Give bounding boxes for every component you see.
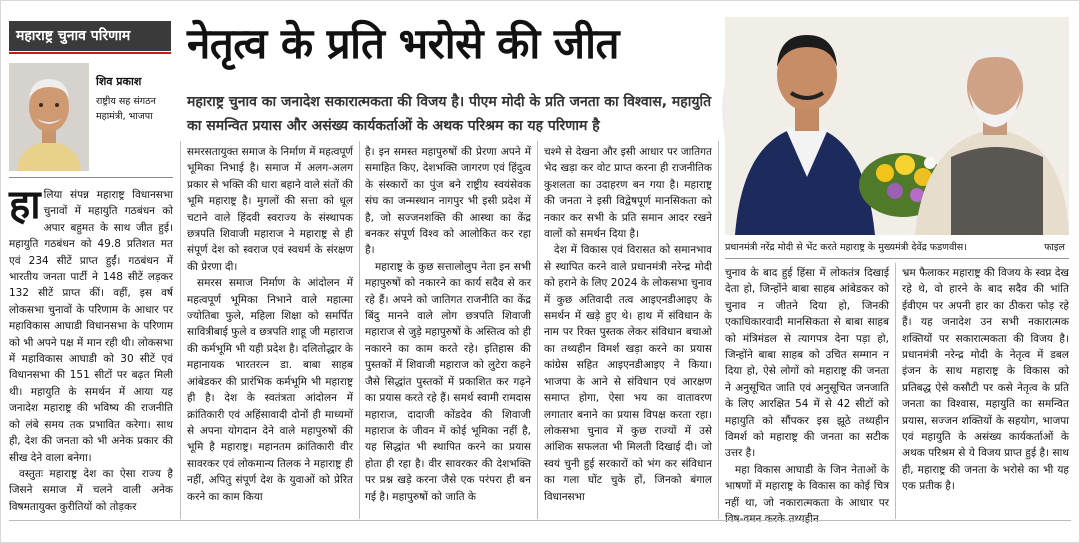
author-role: राष्ट्रीय सह संगठन महामंत्री, भाजपा <box>96 96 156 122</box>
article-column-4 <box>544 144 712 518</box>
author-photo <box>9 63 89 171</box>
paragraph: है। इन समस्त महापुरुषों की प्रेरणा अपने में समाहित किए, देशभक्ति जागरण एवं हिंदुत्व के संस्कारों का पुंज बने राष्ट्रीय स्वयंसेवक संघ का जन्मस्थान नागपुर भी इसी प्रदेश में है, जो सज्जनशक्ति की आस्था का केंद्र बनकर संपूर्ण विश्व को आलोकित कर रहा है। <box>365 146 531 257</box>
headline: नेतृत्व के प्रति भरोसे की जीत <box>187 19 619 68</box>
paragraph: वस्तुतः महाराष्ट्र देश का ऐसा राज्य है जिसने समाज में चलने वाली अनेक विषमतायुक्त कुरीतियों को तोड़कर <box>9 467 173 513</box>
paragraph: महाराष्ट्र के कुछ सत्तालोलुप नेता इन सभी महापुरुषों को नकारने का कार्य सदैव से कर रहे हैं। अपने को जातिगत राजनीति का केंद्र बिंदु मानने वाले लोग छत्रपति शिवाजी महाराज से जुड़े महापुरुषों के अस्तित्व को ही नकारने का काम करते रहे। इतिहास की पुस्तकों में शिवाजी महाराज को लुटेरा कहने जैसे सिद्धांत पुस्तकों में प्रकाशित कर गढ़ने का प्रयास करते रहे हैं। समर्थ स्वामी रामदास महाराज, दादाजी कोंडदेव की शिवाजी महाराज के जीवन में कोई भूमिका नहीं है, यह सिद्धांत भी स्थापित करने का प्रयास होता ही रहा है। वीर सावरकर की देशभक्ति पर प्रश्न खड़े करना जैसे एक परंपरा ही बन गई है। महापुरुषों को जाति के <box>365 260 531 503</box>
column-rule <box>359 141 360 519</box>
paragraph: भ्रम फैलाकर महाराष्ट्र की विजय के स्वप्न देख रहे थे, वो हारने के बाद सदैव की भांति ईवीएम पर अपनी हार का ठीकरा फोड़ रहे हैं। यह जनादेश उन सभी नकारात्मक शक्तियों पर सकारात्मकता की विजय है। प्रधानमंत्री नरेन्द्र मोदी के नेतृत्व में डबल इंजन के साथ महाराष्ट्र के विकास को प्रतिबद्ध ऐसे कसौटी पर कसे नेतृत्व के प्रति जनता का विश्वास, महायुति का समन्वित प्रयास, सज्जन शक्तियों के सहयोग, भाजपा एवं महायुति के असंख्य कार्यकर्ताओं के अथक परिश्रम से ये विजय प्राप्त हुई है। साथ ही, महाराष्ट्र की जनता के भरोसे का भी यह एक प्रतीक है। <box>902 267 1069 493</box>
divider <box>725 258 1069 259</box>
column-rule <box>895 263 896 519</box>
article-column-3 <box>365 144 531 518</box>
paragraph: समरस समाज निर्माण के आंदोलन में महत्वपूर्ण भूमिका निभाने वाले महात्मा ज्योतिबा फुले, महिला शिक्षा को समर्पित सावित्रीबाई फुले व छत्रपति शाहू जी महाराज की कर्मभूमि भी यही प्रदेश है। दलितोद्धार के महानायक भारतरत्न डा. बाबा साहब आंबेडकर की प्रारंभिक कर्मभूमि भी महाराष्ट्र ही है। देश के स्वतंत्रता आंदोलन में क्रांतिकारी एवं अहिंसावादी दोनों ही माध्यमों से अपना योगदान देने वाले महापुरुषों की भूमि है महाराष्ट्र। महानतम क्रांतिकारी वीर सावरकर एवं लोकमान्य तिलक ने महाराष्ट्र ही नहीं, अपितु संपूर्ण देश के युवाओं को प्रेरित करने का काम किया <box>187 277 353 503</box>
paragraph: समरसतायुक्त समाज के निर्माण में महत्वपूर्ण भूमिका निभाई है। समाज में अलग-अलग प्रकार से भक्ति की धारा बहाने वाले संतों की भूमि महाराष्ट्र है। मुगलों की सत्ता को धूल चटाने वाले हिंदवी स्वराज्य के संस्थापक छत्रपति शिवाजी महाराज ने महाराष्ट्र से ही संपूर्ण देश को स्वराज एवं स्वधर्म के संरक्षण की प्रेरणा दी। <box>187 146 353 273</box>
paragraph: महा विकास आघाडी के जिन नेताओं के भाषणों में महाराष्ट्र के विकास का कोई चित्र नहीं था, जो नकारात्मकता के आधार पर <box>725 463 889 509</box>
author-name: शिव प्रकाश <box>96 75 142 88</box>
article-column-2 <box>187 144 353 518</box>
news-photo <box>725 17 1069 235</box>
drop-cap: हा <box>9 182 41 228</box>
section-tag: महाराष्ट्र चुनाव परिणाम <box>9 21 171 51</box>
divider <box>9 520 1071 521</box>
article-column-1 <box>9 182 173 517</box>
paragraph: देश में विकास एवं विरासत को समानभाव से स्थापित करने वाले प्रधानमंत्री नरेन्द्र मोदी को हराने के लिए 2024 के लोकसभा चुनाव में कुछ अतिवादी तत्व आइएनडीआइए के समर्थन में खड़े हुए थे। हाथ में संविधान के नाम पर रिक्त पुस्तक लेकर संविधान बचाओ का तथ्यहीन विमर्श खड़ा करने का प्रयास कांग्रेस सहित आइएनडीआइए ने किया। भाजपा के आने से संविधान एवं आरक्षण समाप्त होगा, ऐसा भय का वातावरण लगातार बनाने का प्रयास विपक्ष करता रहा। लोकसभा चुनाव में कुछ राज्यों में उसे आंशिक सफलता भी मिलती दिखाई दी। जो स्वयं चुनी हुई सरकारों को भंग कर संविधान का गला घोंट चुके हों, जिनको बंगाल विधानसभा <box>544 244 712 503</box>
photo-caption: प्रधानमंत्री नरेंद्र मोदी से भेंट करते महाराष्ट्र के मुख्यमंत्री देवेंद्र फडणवीस। <box>725 242 967 253</box>
paragraph: चश्मे से देखना और इसी आधार पर जातिगत भेद खड़ा कर वोट प्राप्त करना ही राजनीतिक कुशलता का उदाहरण बन गया है। महाराष्ट्र की जनता ने इसी विद्वेषपूर्ण मानसिकता को नकार कर सभी के प्रति समान आदर रखने वालों को समर्थन दिया है। <box>544 146 712 241</box>
deck: महाराष्ट्र चुनाव का जनादेश सकारात्मकता की विजय है। पीएम मोदी के प्रति जनता का विश्वास, महायुति का समन्वित प्रयास और असंख्य कार्यकर्ताओं के अथक परिश्रम का यह परिणाम है <box>187 94 712 134</box>
article-column-5 <box>725 265 889 518</box>
column-rule <box>180 141 181 519</box>
column-rule <box>718 141 719 519</box>
paragraph: हालिया संपन्न महाराष्ट्र विधानसभा चुनावों में महायुति गठबंधन को अपार बहुमत के साथ जीत हुई। महायुति गठबंधन को 49.8 प्रतिशत मत एवं 234 सीटें प्राप्त हुईं। गठबंधन में भारतीय जनता पार्टी ने 148 सीटें लड़कर 132 सीटें प्राप्त कीं। वहीं, इस वर्ष लोकसभा चुनावों के परिणाम के आधार पर महाविकास आघाडी विधानसभा के परिणाम को भी अपने पक्ष में मान रही थी। लोकसभा में महाविकास आघाडी को 30 सीटें एवं विधानसभा की 151 सीटों पर बढ़त मिली थी। महायुति के समर्थन में आया यह जनादेश महाराष्ट्र की भविष्य की राजनीति को लंबे समय तक प्रभावित करेगा। साथ ही, देश की जनता को भी अनेक प्रकार की सीख देने वाला बनेगा। <box>9 182 173 464</box>
photo-credit: फाइल <box>1044 242 1065 253</box>
divider <box>9 177 173 178</box>
article-column-6 <box>902 265 1069 518</box>
column-rule <box>537 141 538 519</box>
paragraph: चुनाव के बाद हुई हिंसा में लोकतंत्र दिखाई देता हो, जिन्होंने बाबा साहब आंबेडकर को चुनाव न जीतने दिया हो, जिनकी एकाधिकारवादी मानसिकता से बाबा साहब को मंत्रिमंडल से त्यागपत्र देना पड़ा हो, जिन्होंने बाबा साहब को उचित सम्मान न दिया हो, ऐसे लोगों को महाराष्ट्र की जनता ने अनुसूचित जाति एवं अनुसूचित जनजाति के लिए आरक्षित 54 में से 42 सीटों को महायुति को सौंपकर इस झूठे तथ्यहीन विमर्श को महाराष्ट्र की जनता का सटीक उत्तर है। <box>725 267 889 460</box>
